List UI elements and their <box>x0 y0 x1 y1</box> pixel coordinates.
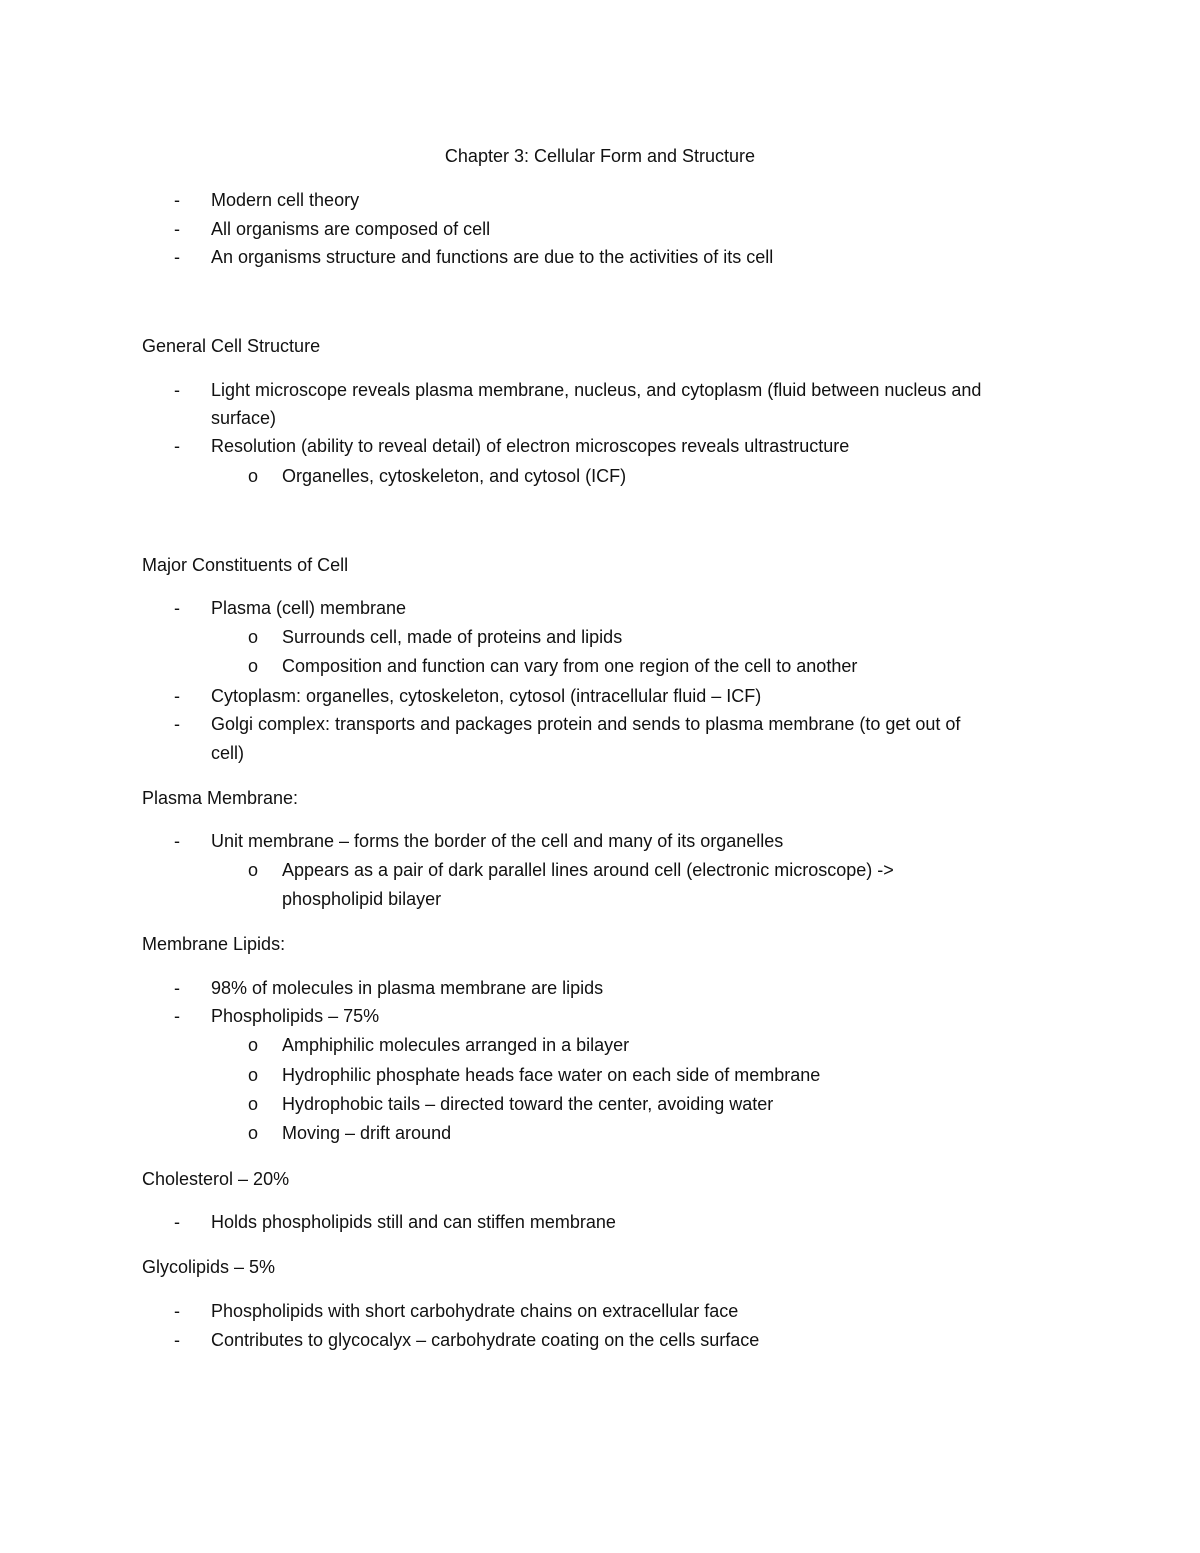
sub-list-item: Organelles, cytoskeleton, and cytosol (ICF) <box>282 466 627 486</box>
list-item: An organisms structure and functions are due to the activities of its cell <box>211 247 774 267</box>
bullet-sub: o <box>248 656 259 676</box>
bullet-sub: o <box>248 860 259 880</box>
bullet-dash: - <box>174 978 180 998</box>
section-heading-plasma: Plasma Membrane: <box>142 788 299 808</box>
bullet-sub: o <box>248 627 259 647</box>
sub-list-item: Moving – drift around <box>282 1123 452 1143</box>
sub-list-item-continuation: phospholipid bilayer <box>282 889 442 909</box>
bullet-dash: - <box>174 190 180 210</box>
list-item: Cytoplasm: organelles, cytoskeleton, cytosol (intracellular fluid – ICF) <box>211 686 762 706</box>
bullet-dash: - <box>174 1006 180 1026</box>
sub-list-item: Hydrophobic tails – directed toward the center, avoiding water <box>282 1094 774 1114</box>
bullet-sub: o <box>248 466 259 486</box>
list-item: Light microscope reveals plasma membrane, nucleus, and cytoplasm (fluid between nucleus and <box>211 380 982 400</box>
list-item: All organisms are composed of cell <box>211 219 491 239</box>
sub-list-item: Composition and function can vary from one region of the cell to another <box>282 656 858 676</box>
sub-list-item: Amphiphilic molecules arranged in a bilayer <box>282 1035 630 1055</box>
page-title: Chapter 3: Cellular Form and Structure <box>444 146 756 166</box>
list-item: Contributes to glycocalyx – carbohydrate coating on the cells surface <box>211 1330 760 1350</box>
bullet-dash: - <box>174 714 180 734</box>
bullet-dash: - <box>174 436 180 456</box>
list-item: Unit membrane – forms the border of the cell and many of its organelles <box>211 831 784 851</box>
list-item: Resolution (ability to reveal detail) of electron microscopes reveals ultrastructure <box>211 436 850 456</box>
list-item-continuation: surface) <box>211 408 277 428</box>
sub-list-item: Surrounds cell, made of proteins and lipids <box>282 627 623 647</box>
bullet-sub: o <box>248 1065 259 1085</box>
bullet-sub: o <box>248 1094 259 1114</box>
bullet-dash: - <box>174 598 180 618</box>
list-item: Holds phospholipids still and can stiffen membrane <box>211 1212 616 1232</box>
list-item-continuation: cell) <box>211 743 245 763</box>
list-item: Golgi complex: transports and packages protein and sends to plasma membrane (to get out of <box>211 714 961 734</box>
bullet-dash: - <box>174 1301 180 1321</box>
list-item: Phospholipids with short carbohydrate chains on extracellular face <box>211 1301 739 1321</box>
section-heading-general: General Cell Structure <box>142 336 321 356</box>
section-heading-cholesterol: Cholesterol – 20% <box>142 1169 290 1189</box>
section-heading-major: Major Constituents of Cell <box>142 555 349 575</box>
bullet-sub: o <box>248 1123 259 1143</box>
list-item: Plasma (cell) membrane <box>211 598 407 618</box>
bullet-dash: - <box>174 831 180 851</box>
list-item: Modern cell theory <box>211 190 360 210</box>
section-heading-lipids: Membrane Lipids: <box>142 934 286 954</box>
list-item: 98% of molecules in plasma membrane are lipids <box>211 978 604 998</box>
sub-list-item: Appears as a pair of dark parallel lines around cell (electronic microscope) -> <box>282 860 894 880</box>
bullet-dash: - <box>174 1330 180 1350</box>
section-heading-glycolipids: Glycolipids – 5% <box>142 1257 276 1277</box>
bullet-dash: - <box>174 686 180 706</box>
bullet-sub: o <box>248 1035 259 1055</box>
list-item: Phospholipids – 75% <box>211 1006 380 1026</box>
bullet-dash: - <box>174 219 180 239</box>
bullet-dash: - <box>174 380 180 400</box>
bullet-dash: - <box>174 247 180 267</box>
bullet-dash: - <box>174 1212 180 1232</box>
sub-list-item: Hydrophilic phosphate heads face water on each side of membrane <box>282 1065 821 1085</box>
